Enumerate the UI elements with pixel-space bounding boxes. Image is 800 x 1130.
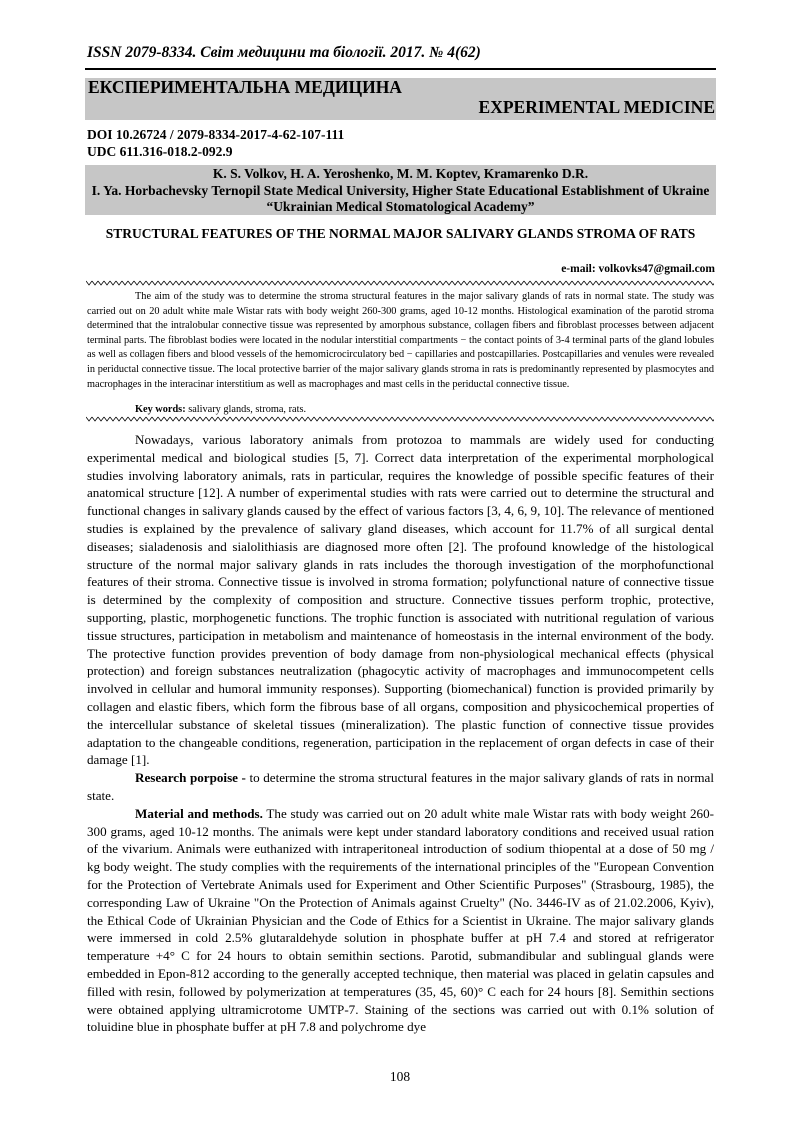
article-identifiers — [87, 126, 344, 160]
methods-heading: Material and methods. — [135, 805, 263, 821]
section-title-en: EXPERIMENTAL MEDICINE — [478, 97, 715, 117]
body-paragraph-intro: Nowadays, various laboratory animals from protozoa to mammals are widely used for conducting experimental medical and biological studies [5, 7]. Correct data interpretation of the experimental morphological studies involving laboratory animals, rats in particular, requires the knowledge of possible specific features of their anatomical structure [12]. A number of experimental studies with rats were carried out to determine the structural and functional changes in salivary glands caused by the effect of various factors [3, 4, 6, 9, 10]. The relevance of mentioned studies is explained by the prevalence of salivary gland diseases, which account for 11.7% of all surgical dental diseases; sialadenosis and sialolithiasis are diagnosed more often [2]. The profound knowledge of the histological structure of the normal major salivary glands in rats includes the thorough investigation of the morphofunctional features of their stroma. Connective tissue is involved in stroma formation; polyfunctional nature of connective tissue is determined by the complexity of composition and structure. Connective tissues perform trophic, protective, supporting, plastic, morphogenetic functions. The trophic function is associated with nutritional regulation of various tissue structures, participation in metabolism and maintenance of homeostasis in the internal environment of the body. The protective function provides prevention of body damage from non-physiological mechanical effects (physical protection) and foreign substances neutralization (phagocytic activity of macrophages and immunocompetent cells involved in cellular and humoral immunity responses). Supporting (biomechanical) function is provided primarily by collagen and elastic fibers, which form the fibrous base of all organs, composition and physicochemical properties of the intercellular substance of skeletal tissues (mineralization). The plastic function of connective tissue provides adaptation to the changeable conditions, regeneration, participation in the replacement of organ defects in case of their damage [1]. — [87, 432, 714, 768]
keywords-text: salivary glands, stroma, rats. — [188, 404, 307, 415]
body-paragraph-purpose — [87, 769, 714, 805]
wavy-divider-bottom — [86, 416, 714, 422]
abstract-text: The aim of the study was to determine the stroma structural features in the major salivary glands of rats in normal state. The study was carried out on 20 adult white male Wistar rats with body weight 260-300 grams, aged 10-12 months. Histological examination of the parotid stroma determined that the intralobular connective tissue was represented by amorphous substance, collagen fibers and fibroblast processes between adjacent terminal parts. The fibroblast bodies were located in the nodular interstitial compartments − the contact points of 3-4 terminal parts of the gland lobules as well as collagen fibers and blood vessels of the hemomicrocirculatory bed − capillaries and postcapillaries. Postcapillaries and venules were revealed in periductal connective tissue. The local protective barrier of the major salivary glands stroma in rats is predominantly represented by plasmocytes and macrophages in the interacinar interstitium as well as macrophages and mast cells in the periductal connective tissue. — [87, 291, 714, 390]
body-paragraph-methods — [87, 805, 714, 1036]
doi: DOI 10.26724 / 2079-8334-2017-4-62-107-111 — [87, 127, 345, 142]
journal-header: ISSN 2079-8334. Світ медицини та біології. 2017. № 4(62) — [87, 44, 481, 61]
keywords — [135, 404, 306, 415]
author-block — [85, 166, 716, 216]
purpose-heading: Research porpoise - — [135, 770, 246, 786]
keywords-label: Key words: — [135, 404, 186, 415]
header-rule — [85, 68, 716, 70]
page-number: 108 — [389, 1069, 411, 1084]
udc: UDC 611.316-018.2-092.9 — [87, 144, 233, 159]
section-title-ua: ЕКСПЕРИМЕНТАЛЬНА МЕДИЦИНА — [88, 77, 402, 97]
email: e-mail: volkovks47@gmail.com — [561, 263, 715, 275]
abstract — [87, 290, 714, 392]
authors: K. S. Volkov, H. A. Yeroshenko, M. M. Koptev, Kramarenko D.R. — [212, 166, 589, 181]
article-title: STRUCTURAL FEATURES OF THE NORMAL MAJOR SALIVARY GLANDS STROMA OF RATS — [105, 226, 696, 241]
purpose-text: to determine the stroma structural features in the major salivary glands of rats in normal state. — [87, 770, 714, 803]
methods-text: The study was carried out on 20 adult white male Wistar rats with body weight 260-300 grams, aged 10-12 months. The animals were kept under standard laboratory conditions and received usual ration of the vivarium. Animals were euthanized with intraperitoneal introduction of sodium thiopental at a dose of 50 mg / kg body weight. The study complies with the requirements of the international principles of the "European Convention for the Protection of Vertebrate Animals used for Experiment and Other Scientific Purposes" (Strasbourg, 1985), the corresponding Law of Ukraine "On the Protection of Animals against Cruelty" (No. 3446-IV as of 21.02.2006, Kyiv), the Ethical Code of Ukrainian Physician and the Code of Ethics for a Scientist in Ukraine. The major salivary glands were immersed in cold 2.5% glutaraldehyde solution in phosphate buffer at pH 7.4 and stored at refrigerator temperature +4° C for 24 hours to obtain semithin sections. Parotid, submandibular and sublingual glands were embedded in Epon-812 according to the generally accepted technique, then material was placed in gelatin capsules and filled with resin, followed by polymerization at temperatures (35, 45, 60)° C each for 24 hours [8]. Semithin sections were obtained applying ultramicrotome UMTP-7. Staining of the sections was carried out with 0.1% solution of toluidine blue in phosphate buffer at pH 7.8 and polychrome dye — [87, 805, 715, 1035]
affiliation: I. Ya. Horbachevsky Ternopil State Medical University, Higher State Educational Establishment of Ukraine “Ukrainian Medical Stomatological Academy” — [91, 182, 710, 214]
wavy-divider-top — [86, 280, 714, 286]
article-body — [87, 431, 714, 1036]
